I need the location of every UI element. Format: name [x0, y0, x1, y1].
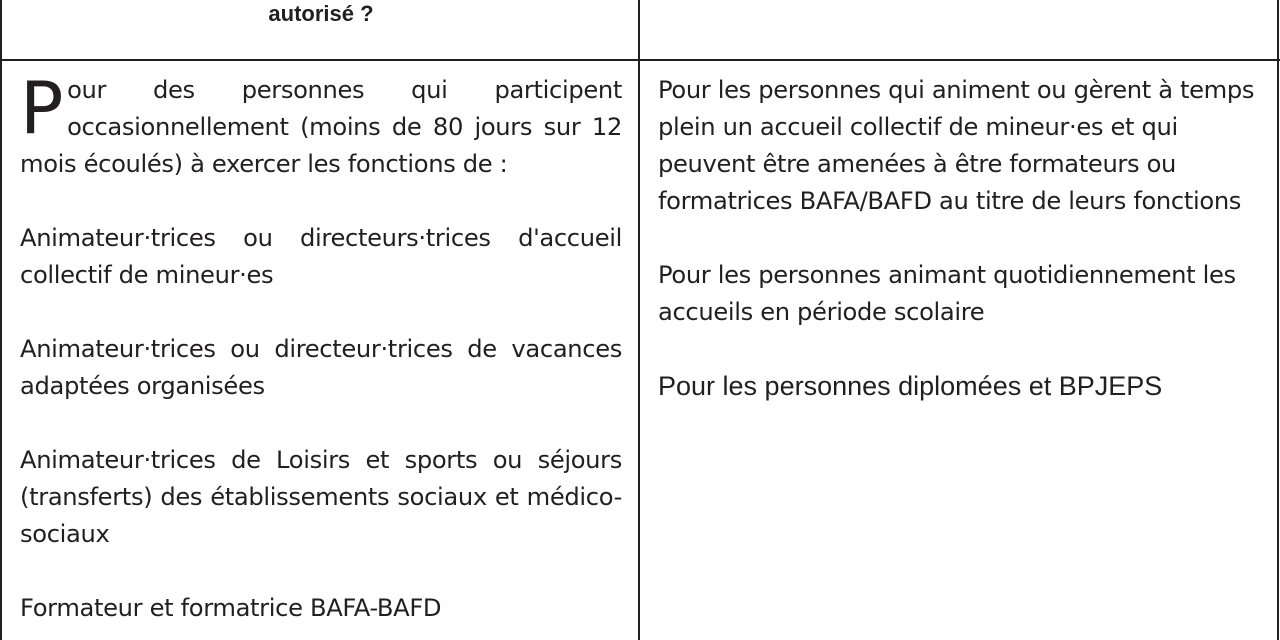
- function-item: Animateur·trices de Loisirs et sports ou séjours (transferts) des établissements sociaux et médico-sociaux: [20, 446, 622, 548]
- intro-text: our des personnes qui participent occasionnellement (moins de 80 jours sur 12 mois écoulés) à exercer les fonctions de :: [20, 76, 622, 178]
- spacer: [658, 220, 1268, 257]
- function-item: Formateur et formatrice BAFA-BAFD: [20, 594, 442, 622]
- function-item: Animateur·trices ou directeur·trices de vacances adaptées organisées: [20, 335, 622, 400]
- drop-cap: P: [20, 66, 64, 150]
- table-border-right: [1277, 0, 1279, 640]
- spacer: [20, 183, 622, 220]
- body-cell-right: [658, 72, 1268, 405]
- function-item: Animateur·trices ou directeurs·trices d'accueil collectif de mineur·es: [20, 224, 622, 289]
- intro-paragraph: [20, 66, 622, 183]
- header-cell-right: [640, 0, 1277, 59]
- table-border-left: [0, 0, 2, 640]
- audience-item: Pour les personnes animant quotidiennement les accueils en période scolaire: [658, 261, 1236, 326]
- audience-item: Pour les personnes qui animent ou gèrent à temps plein un accueil collectif de mineur·es et qui peuvent être amenées à être formateurs ou formatrices BAFA/BAFD au titre de leurs fonctions: [658, 76, 1255, 215]
- header-title: autorisé ?: [268, 1, 374, 26]
- spacer: [20, 553, 622, 590]
- spacer: [658, 331, 1268, 368]
- spacer: [20, 294, 622, 331]
- audience-item: Pour les personnes diplomées et BPJEPS: [658, 371, 1163, 401]
- body-cell-left: [20, 66, 622, 627]
- spacer: [20, 405, 622, 442]
- table-border-middle: [638, 0, 640, 640]
- header-cell-left: [2, 0, 640, 60]
